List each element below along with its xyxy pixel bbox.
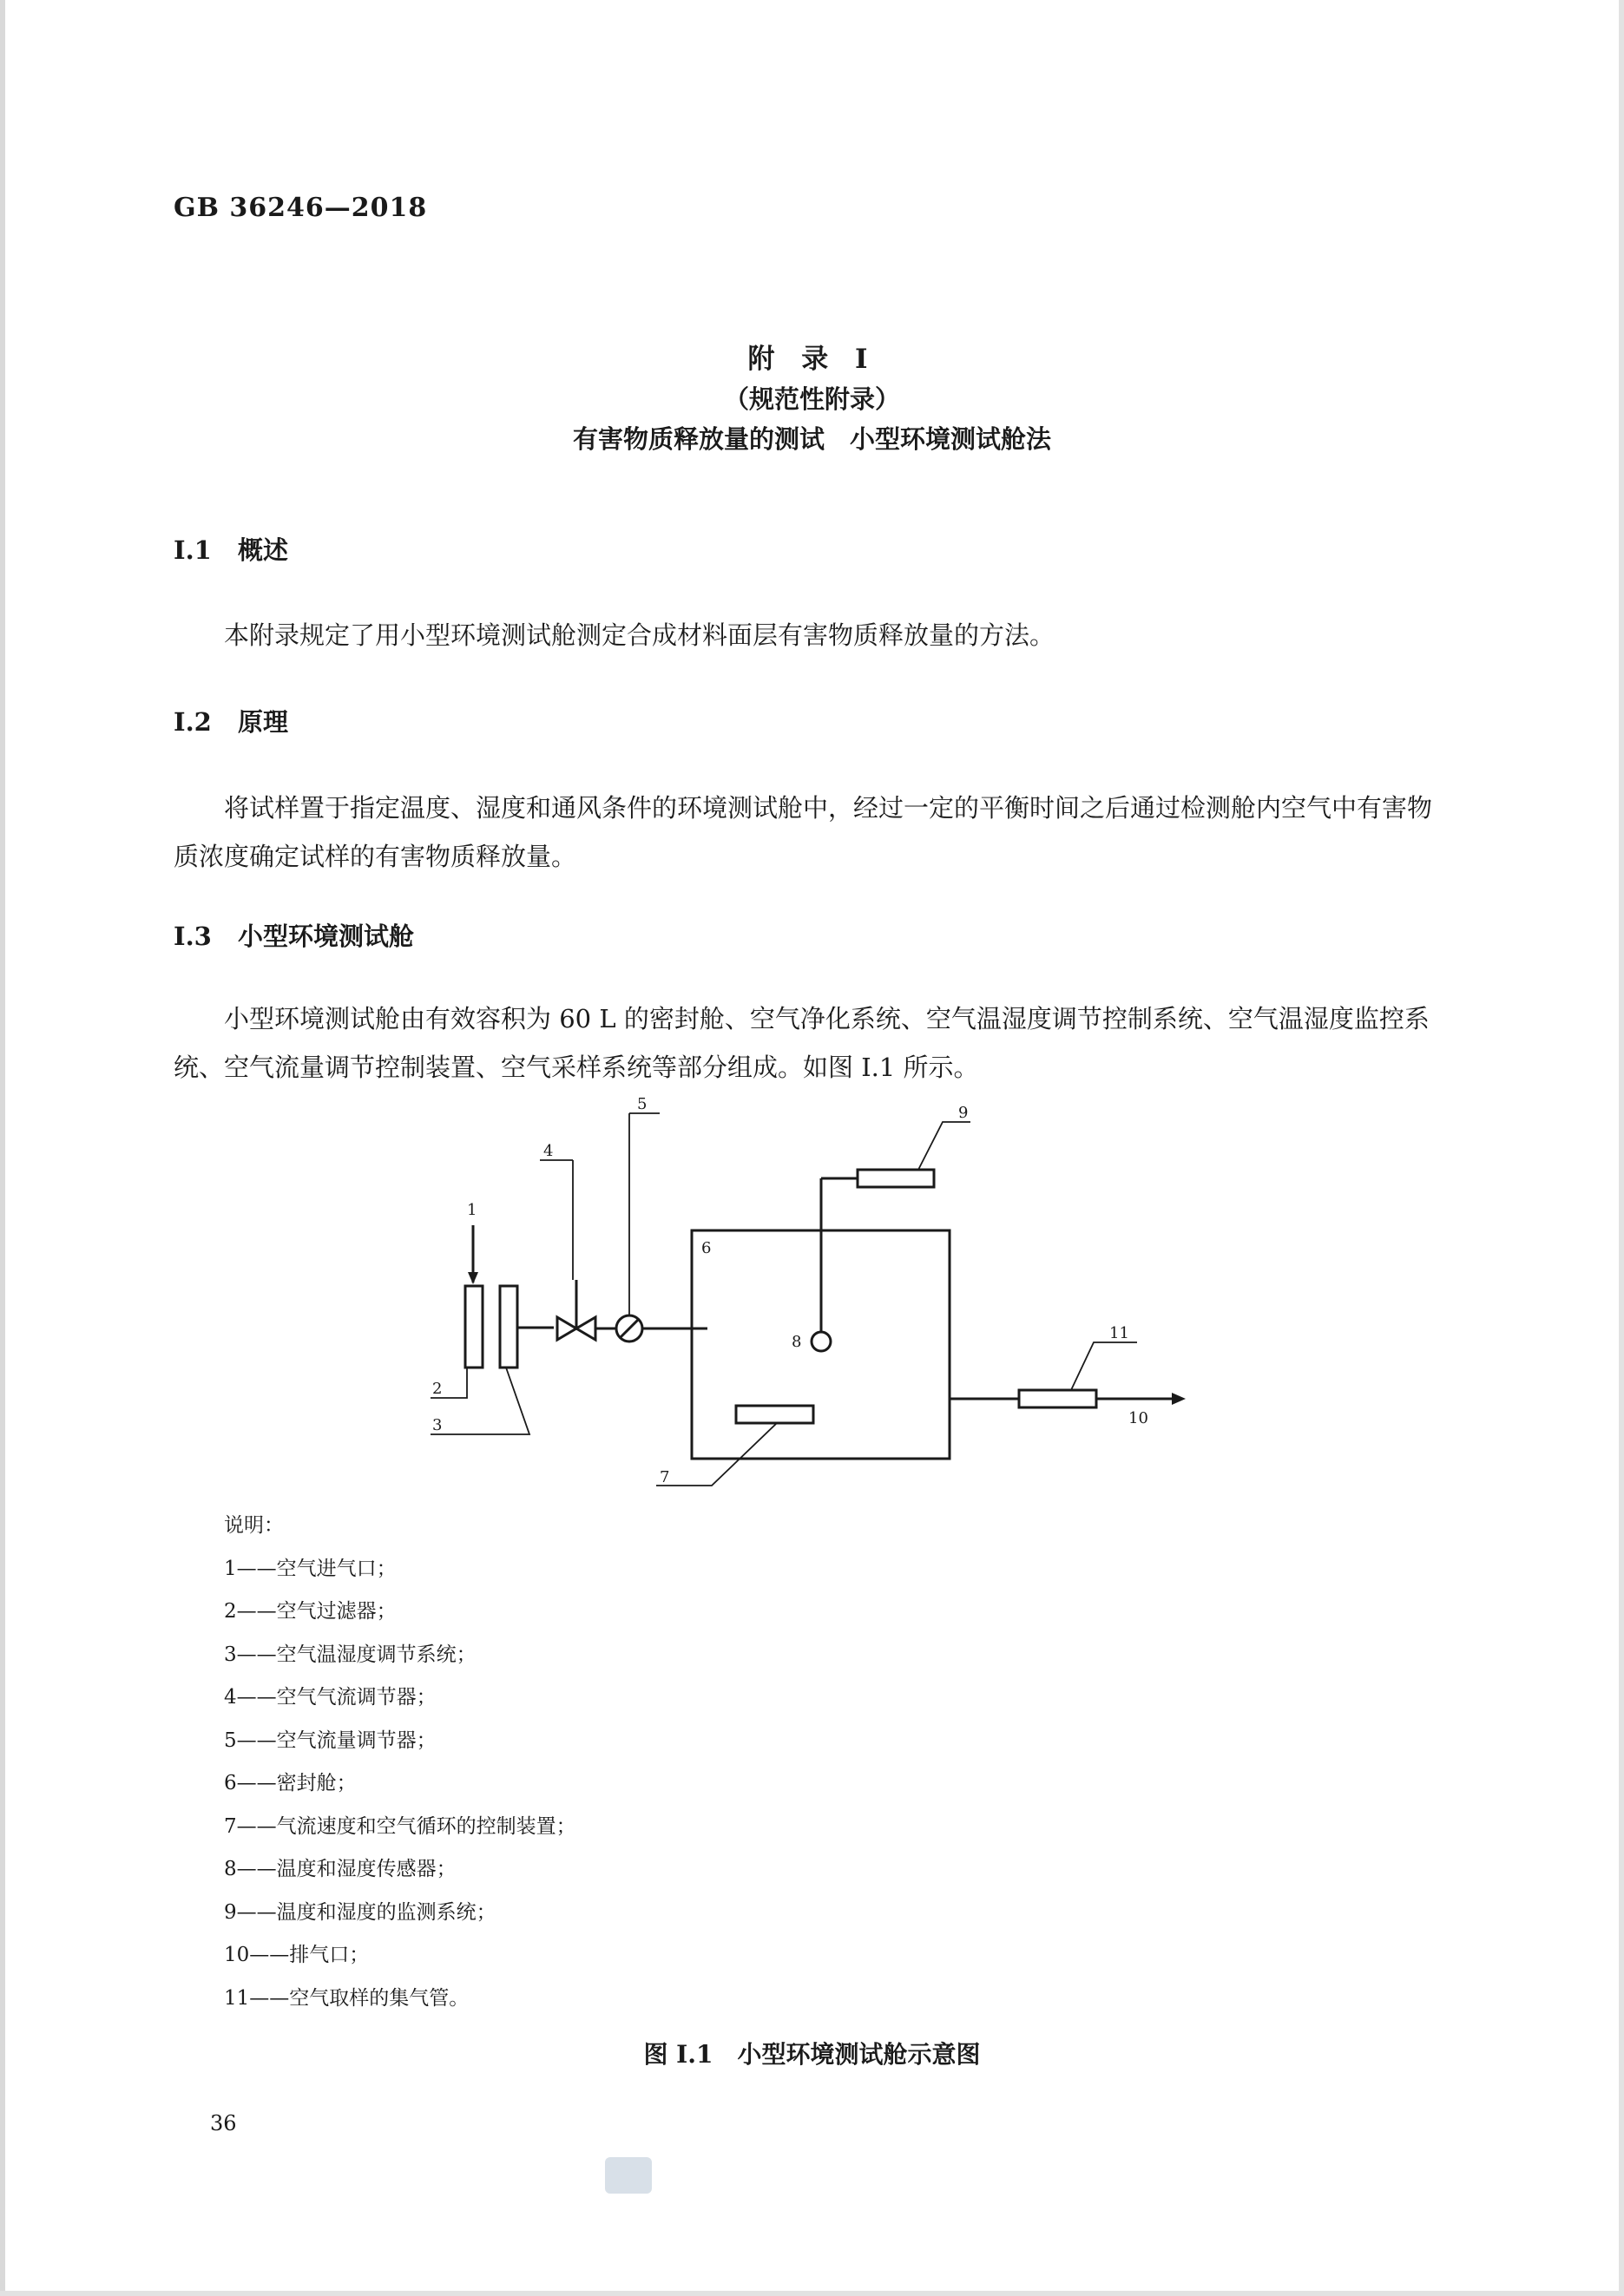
figure-label-10: 10	[1128, 1409, 1148, 1427]
legend-number: 8	[224, 1858, 237, 1880]
legend-text: 空气过滤器；	[276, 1600, 397, 1623]
flow-meter-needle	[621, 1320, 638, 1337]
humidity-conditioner	[500, 1286, 517, 1368]
figure-label-8: 8	[792, 1333, 802, 1351]
legend-text: 空气温湿度调节系统；	[276, 1643, 477, 1666]
figure-label-3: 3	[432, 1416, 443, 1434]
page-edge-bottom	[0, 2291, 1624, 2296]
annex-title: 附 录 I	[747, 344, 877, 375]
legend-text: 排气口；	[289, 1944, 370, 1966]
exhaust-arrowhead	[1172, 1393, 1186, 1405]
legend-number: 9	[224, 1900, 237, 1924]
figure-legend	[224, 1505, 576, 2020]
page-number: 36	[210, 2111, 237, 2135]
legend-text: 气流速度和空气循环的控制装置；	[276, 1814, 576, 1838]
valve-right	[576, 1317, 595, 1340]
annex-subtitle: （规范性附录）	[723, 384, 900, 414]
section-title: 原理	[238, 707, 289, 737]
legend-item: 8——温度和湿度传感器；	[224, 1858, 457, 1880]
legend-item: 9——温度和湿度的监测系统；	[224, 1900, 496, 1924]
legend-item: 2——空气过滤器；	[224, 1600, 397, 1623]
watermark-stamp	[605, 2157, 652, 2194]
legend-number: 1	[224, 1557, 237, 1580]
legend-number: 6	[224, 1772, 237, 1794]
figure-label-1: 1	[467, 1201, 477, 1219]
figure-label-7: 7	[660, 1468, 670, 1486]
legend-text: 密封舱；	[276, 1772, 357, 1794]
legend-item: 6——密封舱；	[224, 1772, 357, 1794]
legend-item: 4——空气气流调节器；	[224, 1686, 437, 1709]
inlet-arrowhead	[468, 1272, 478, 1284]
figure-label-5: 5	[637, 1095, 648, 1113]
leader-7	[656, 1423, 777, 1486]
section-title: 概述	[238, 535, 289, 565]
legend-text: 温度和湿度的监测系统；	[276, 1900, 496, 1924]
legend-title: 说明：	[224, 1514, 284, 1537]
sampling-manifold	[1019, 1390, 1096, 1407]
legend-number: 4	[224, 1686, 237, 1709]
figure-label-11: 11	[1109, 1324, 1129, 1342]
legend-text: 空气流量调节器；	[276, 1729, 437, 1752]
airflow-control-device	[736, 1406, 813, 1423]
legend-item: 5——空气流量调节器；	[224, 1729, 437, 1752]
legend-item: 7——气流速度和空气循环的控制装置；	[224, 1814, 576, 1838]
legend-item: 11——空气取样的集气管。	[224, 1986, 470, 2010]
figure-label-6: 6	[701, 1239, 712, 1257]
legend-number: 7	[224, 1814, 237, 1838]
legend-text: 温度和湿度传感器；	[276, 1858, 457, 1880]
legend-text: 空气进气口；	[276, 1557, 397, 1580]
annex-name: 有害物质释放量的测试 小型环境测试舱法	[572, 424, 1051, 454]
leader-11	[1071, 1342, 1137, 1390]
section-number: I.3	[174, 922, 212, 951]
legend-number: 3	[224, 1643, 237, 1666]
valve-left	[557, 1317, 576, 1340]
paragraph-principle: 将试样置于指定温度、湿度和通风条件的环境测试舱中，经过一定的平衡时间之后通过检测舱内空气中有害物质浓度确定试样的有害物质释放量。	[174, 793, 1433, 871]
legend-item: 10——排气口；	[224, 1944, 370, 1966]
legend-number: 2	[224, 1600, 237, 1623]
legend-text: 空气气流调节器；	[276, 1686, 437, 1709]
standard-code: GB 36246—2018	[174, 193, 428, 223]
legend-number: 11	[224, 1986, 250, 2010]
temp-humidity-sensor	[812, 1332, 831, 1351]
air-filter	[465, 1286, 483, 1368]
paragraph-scope: 本附录规定了用小型环境测试舱测定合成材料面层有害物质释放量的方法。	[224, 620, 1055, 650]
section-number: I.1	[174, 535, 212, 565]
caption-number: 图 I.1	[643, 2040, 713, 2069]
figure-label-9: 9	[958, 1104, 969, 1122]
figure-label-4: 4	[543, 1142, 554, 1160]
section-title: 小型环境测试舱	[238, 922, 415, 951]
legend-number: 5	[224, 1729, 237, 1752]
legend-text: 空气取样的集气管。	[289, 1986, 470, 2010]
section-number: I.2	[174, 707, 212, 737]
legend-number: 10	[224, 1944, 250, 1966]
caption-title: 小型环境测试舱示意图	[737, 2040, 981, 2069]
leader-3	[431, 1368, 529, 1434]
legend-item: 3——空气温湿度调节系统；	[224, 1643, 477, 1666]
legend-item: 1——空气进气口；	[224, 1557, 397, 1580]
figure-caption	[0, 2036, 1624, 2070]
paragraph-chamber: 小型环境测试舱由有效容积为 60 L 的密封舱、空气净化系统、空气温湿度调节控制系统、空气温湿度监控系统、空气流量调节控制装置、空气采样系统等部分组成。如图 I.1 所示。	[174, 1004, 1430, 1082]
leader-9	[918, 1122, 970, 1170]
figure-label-2: 2	[432, 1380, 443, 1398]
monitoring-system	[858, 1170, 934, 1187]
